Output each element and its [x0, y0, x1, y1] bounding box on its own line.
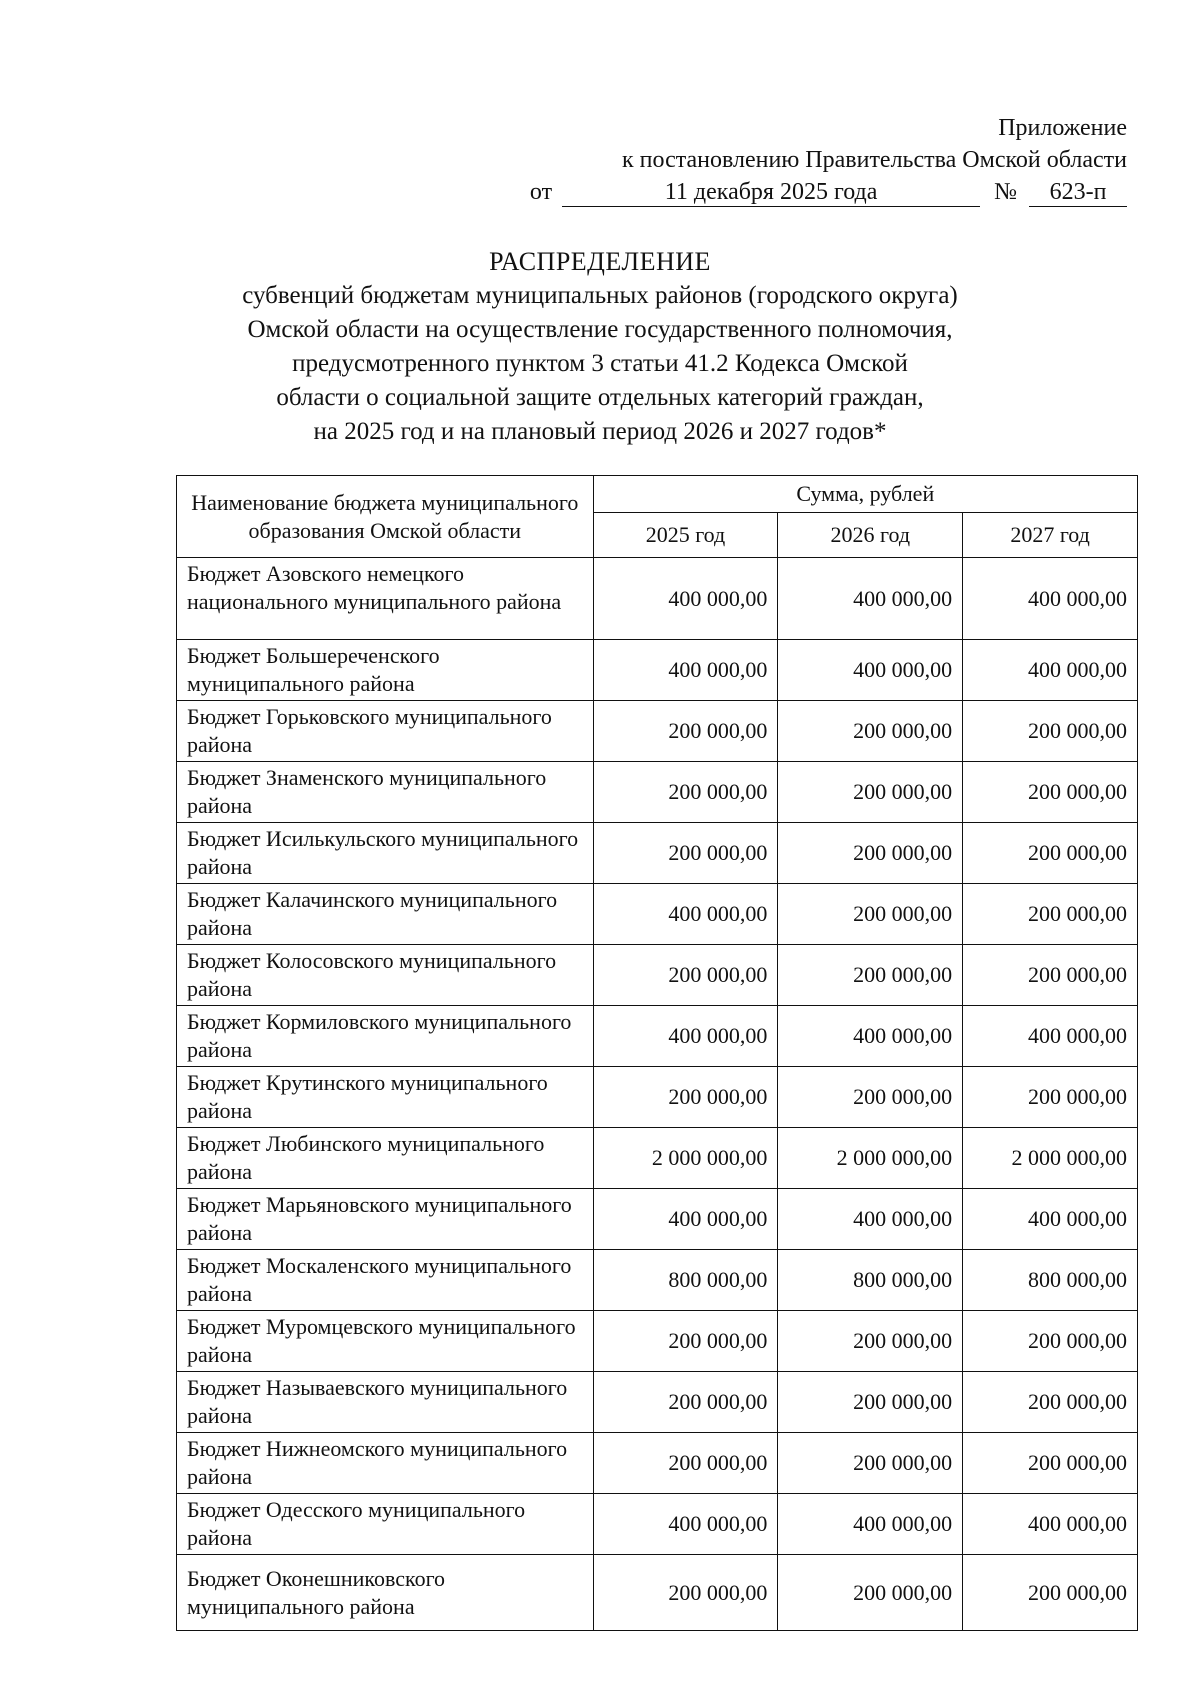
budget-name-cell: Бюджет Крутинского муниципального района: [177, 1067, 594, 1128]
sum-cell-2026: 200 000,00: [778, 1067, 963, 1128]
table-row: [177, 762, 1138, 823]
table-row: [177, 945, 1138, 1006]
sum-cell-2026: 400 000,00: [778, 640, 963, 701]
sum-cell-2025: 200 000,00: [593, 701, 778, 762]
resolution-number: 623-п: [1029, 178, 1127, 207]
table-row: [177, 1311, 1138, 1372]
table-row: [177, 1128, 1138, 1189]
sum-cell-2025: 200 000,00: [593, 762, 778, 823]
from-label: от: [529, 179, 553, 205]
title-line: области о социальной защите отдельных категорий граждан,: [276, 384, 924, 411]
sum-cell-2025: 200 000,00: [593, 1555, 778, 1631]
table-row: [177, 558, 1138, 640]
sum-cell-2025: 400 000,00: [593, 640, 778, 701]
table-row: [177, 1433, 1138, 1494]
sum-cell-2026: 200 000,00: [778, 1555, 963, 1631]
sum-cell-2026: 200 000,00: [778, 762, 963, 823]
sum-cell-2026: 2 000 000,00: [778, 1128, 963, 1189]
header-sum: Сумма, рублей: [593, 476, 1137, 513]
appendix-header: [507, 112, 1127, 208]
table-row: [177, 1555, 1138, 1631]
sum-cell-2025: 400 000,00: [593, 1494, 778, 1555]
table-row: [177, 823, 1138, 884]
budget-name-cell: Бюджет Азовского немецкого национального муниципального района: [177, 558, 594, 640]
table-row: [177, 884, 1138, 945]
table-row: [177, 1372, 1138, 1433]
sum-cell-2027: 200 000,00: [963, 1433, 1138, 1494]
table-row: [177, 701, 1138, 762]
budget-name-cell: Бюджет Большереченского муниципального района: [177, 640, 594, 701]
sum-cell-2027: 200 000,00: [963, 701, 1138, 762]
budget-name-cell: Бюджет Любинского муниципального района: [177, 1128, 594, 1189]
sum-cell-2027: 200 000,00: [963, 762, 1138, 823]
sum-cell-2025: 200 000,00: [593, 1372, 778, 1433]
sum-cell-2026: 800 000,00: [778, 1250, 963, 1311]
budget-name-cell: Бюджет Одесского муниципального района: [177, 1494, 594, 1555]
table-header-row: [177, 476, 1138, 513]
header-budget-name: Наименование бюджета муниципального образования Омской области: [177, 476, 594, 558]
appendix-label: Приложение: [998, 115, 1127, 141]
budget-name-cell: Бюджет Калачинского муниципального района: [177, 884, 594, 945]
sum-cell-2026: 200 000,00: [778, 701, 963, 762]
budget-name-cell: Бюджет Колосовского муниципального района: [177, 945, 594, 1006]
distribution-table: [176, 475, 1138, 1631]
table-row: [177, 1067, 1138, 1128]
header-year: 2027 год: [963, 513, 1138, 558]
title-line: субвенций бюджетам муниципальных районов (городского округа): [242, 282, 958, 309]
sum-cell-2026: 200 000,00: [778, 823, 963, 884]
table-body: [177, 558, 1138, 1631]
title-heading: РАСПРЕДЕЛЕНИЕ: [489, 247, 711, 276]
sum-cell-2026: 200 000,00: [778, 945, 963, 1006]
appendix-date-number-row: [507, 176, 1127, 208]
sum-cell-2026: 400 000,00: [778, 558, 963, 640]
sum-cell-2027: 200 000,00: [963, 945, 1138, 1006]
sum-cell-2026: 400 000,00: [778, 1494, 963, 1555]
sum-cell-2027: 800 000,00: [963, 1250, 1138, 1311]
sum-cell-2025: 400 000,00: [593, 1006, 778, 1067]
sum-cell-2025: 400 000,00: [593, 884, 778, 945]
budget-name-cell: Бюджет Исилькульского муниципального района: [177, 823, 594, 884]
header-year: 2025 год: [593, 513, 778, 558]
budget-name-cell: Бюджет Называевского муниципального района: [177, 1372, 594, 1433]
sum-cell-2025: 2 000 000,00: [593, 1128, 778, 1189]
number-label: №: [994, 179, 1017, 205]
budget-name-cell: Бюджет Кормиловского муниципального района: [177, 1006, 594, 1067]
resolution-date: 11 декабря 2025 года: [562, 178, 980, 207]
title-line: предусмотренного пунктом 3 статьи 41.2 Кодекса Омской: [292, 350, 908, 377]
budget-name-cell: Бюджет Марьяновского муниципального района: [177, 1189, 594, 1250]
sum-cell-2027: 200 000,00: [963, 1372, 1138, 1433]
budget-name-cell: Бюджет Москаленского муниципального района: [177, 1250, 594, 1311]
table-row: [177, 1006, 1138, 1067]
sum-cell-2026: 200 000,00: [778, 1311, 963, 1372]
sum-cell-2027: 400 000,00: [963, 558, 1138, 640]
sum-cell-2026: 400 000,00: [778, 1189, 963, 1250]
document-title: [180, 245, 1020, 449]
header-year: 2026 год: [778, 513, 963, 558]
sum-cell-2025: 400 000,00: [593, 558, 778, 640]
title-line: на 2025 год и на плановый период 2026 и 2027 годов*: [313, 418, 887, 445]
sum-cell-2027: 400 000,00: [963, 1006, 1138, 1067]
sum-cell-2025: 200 000,00: [593, 945, 778, 1006]
budget-name-cell: Бюджет Знаменского муниципального района: [177, 762, 594, 823]
sum-cell-2027: 200 000,00: [963, 1067, 1138, 1128]
title-line: Омской области на осуществление государственного полномочия,: [247, 316, 953, 343]
sum-cell-2025: 200 000,00: [593, 823, 778, 884]
table-row: [177, 1494, 1138, 1555]
sum-cell-2027: 200 000,00: [963, 884, 1138, 945]
budget-name-cell: Бюджет Муромцевского муниципального района: [177, 1311, 594, 1372]
table-row: [177, 640, 1138, 701]
sum-cell-2026: 400 000,00: [778, 1006, 963, 1067]
sum-cell-2027: 200 000,00: [963, 1555, 1138, 1631]
sum-cell-2027: 200 000,00: [963, 1311, 1138, 1372]
sum-cell-2025: 200 000,00: [593, 1311, 778, 1372]
sum-cell-2025: 200 000,00: [593, 1433, 778, 1494]
sum-cell-2027: 2 000 000,00: [963, 1128, 1138, 1189]
appendix-resolution-line: к постановлению Правительства Омской области: [621, 147, 1127, 173]
budget-name-cell: Бюджет Нижнеомского муниципального района: [177, 1433, 594, 1494]
budget-name-cell: Бюджет Горьковского муниципального района: [177, 701, 594, 762]
table-row: [177, 1189, 1138, 1250]
sum-cell-2025: 200 000,00: [593, 1067, 778, 1128]
sum-cell-2026: 200 000,00: [778, 884, 963, 945]
table-row: [177, 1250, 1138, 1311]
sum-cell-2025: 800 000,00: [593, 1250, 778, 1311]
sum-cell-2027: 400 000,00: [963, 640, 1138, 701]
sum-cell-2027: 200 000,00: [963, 823, 1138, 884]
sum-cell-2025: 400 000,00: [593, 1189, 778, 1250]
sum-cell-2027: 400 000,00: [963, 1189, 1138, 1250]
sum-cell-2026: 200 000,00: [778, 1372, 963, 1433]
budget-name-cell: Бюджет Оконешниковского муниципального района: [177, 1555, 594, 1631]
sum-cell-2026: 200 000,00: [778, 1433, 963, 1494]
sum-cell-2027: 400 000,00: [963, 1494, 1138, 1555]
